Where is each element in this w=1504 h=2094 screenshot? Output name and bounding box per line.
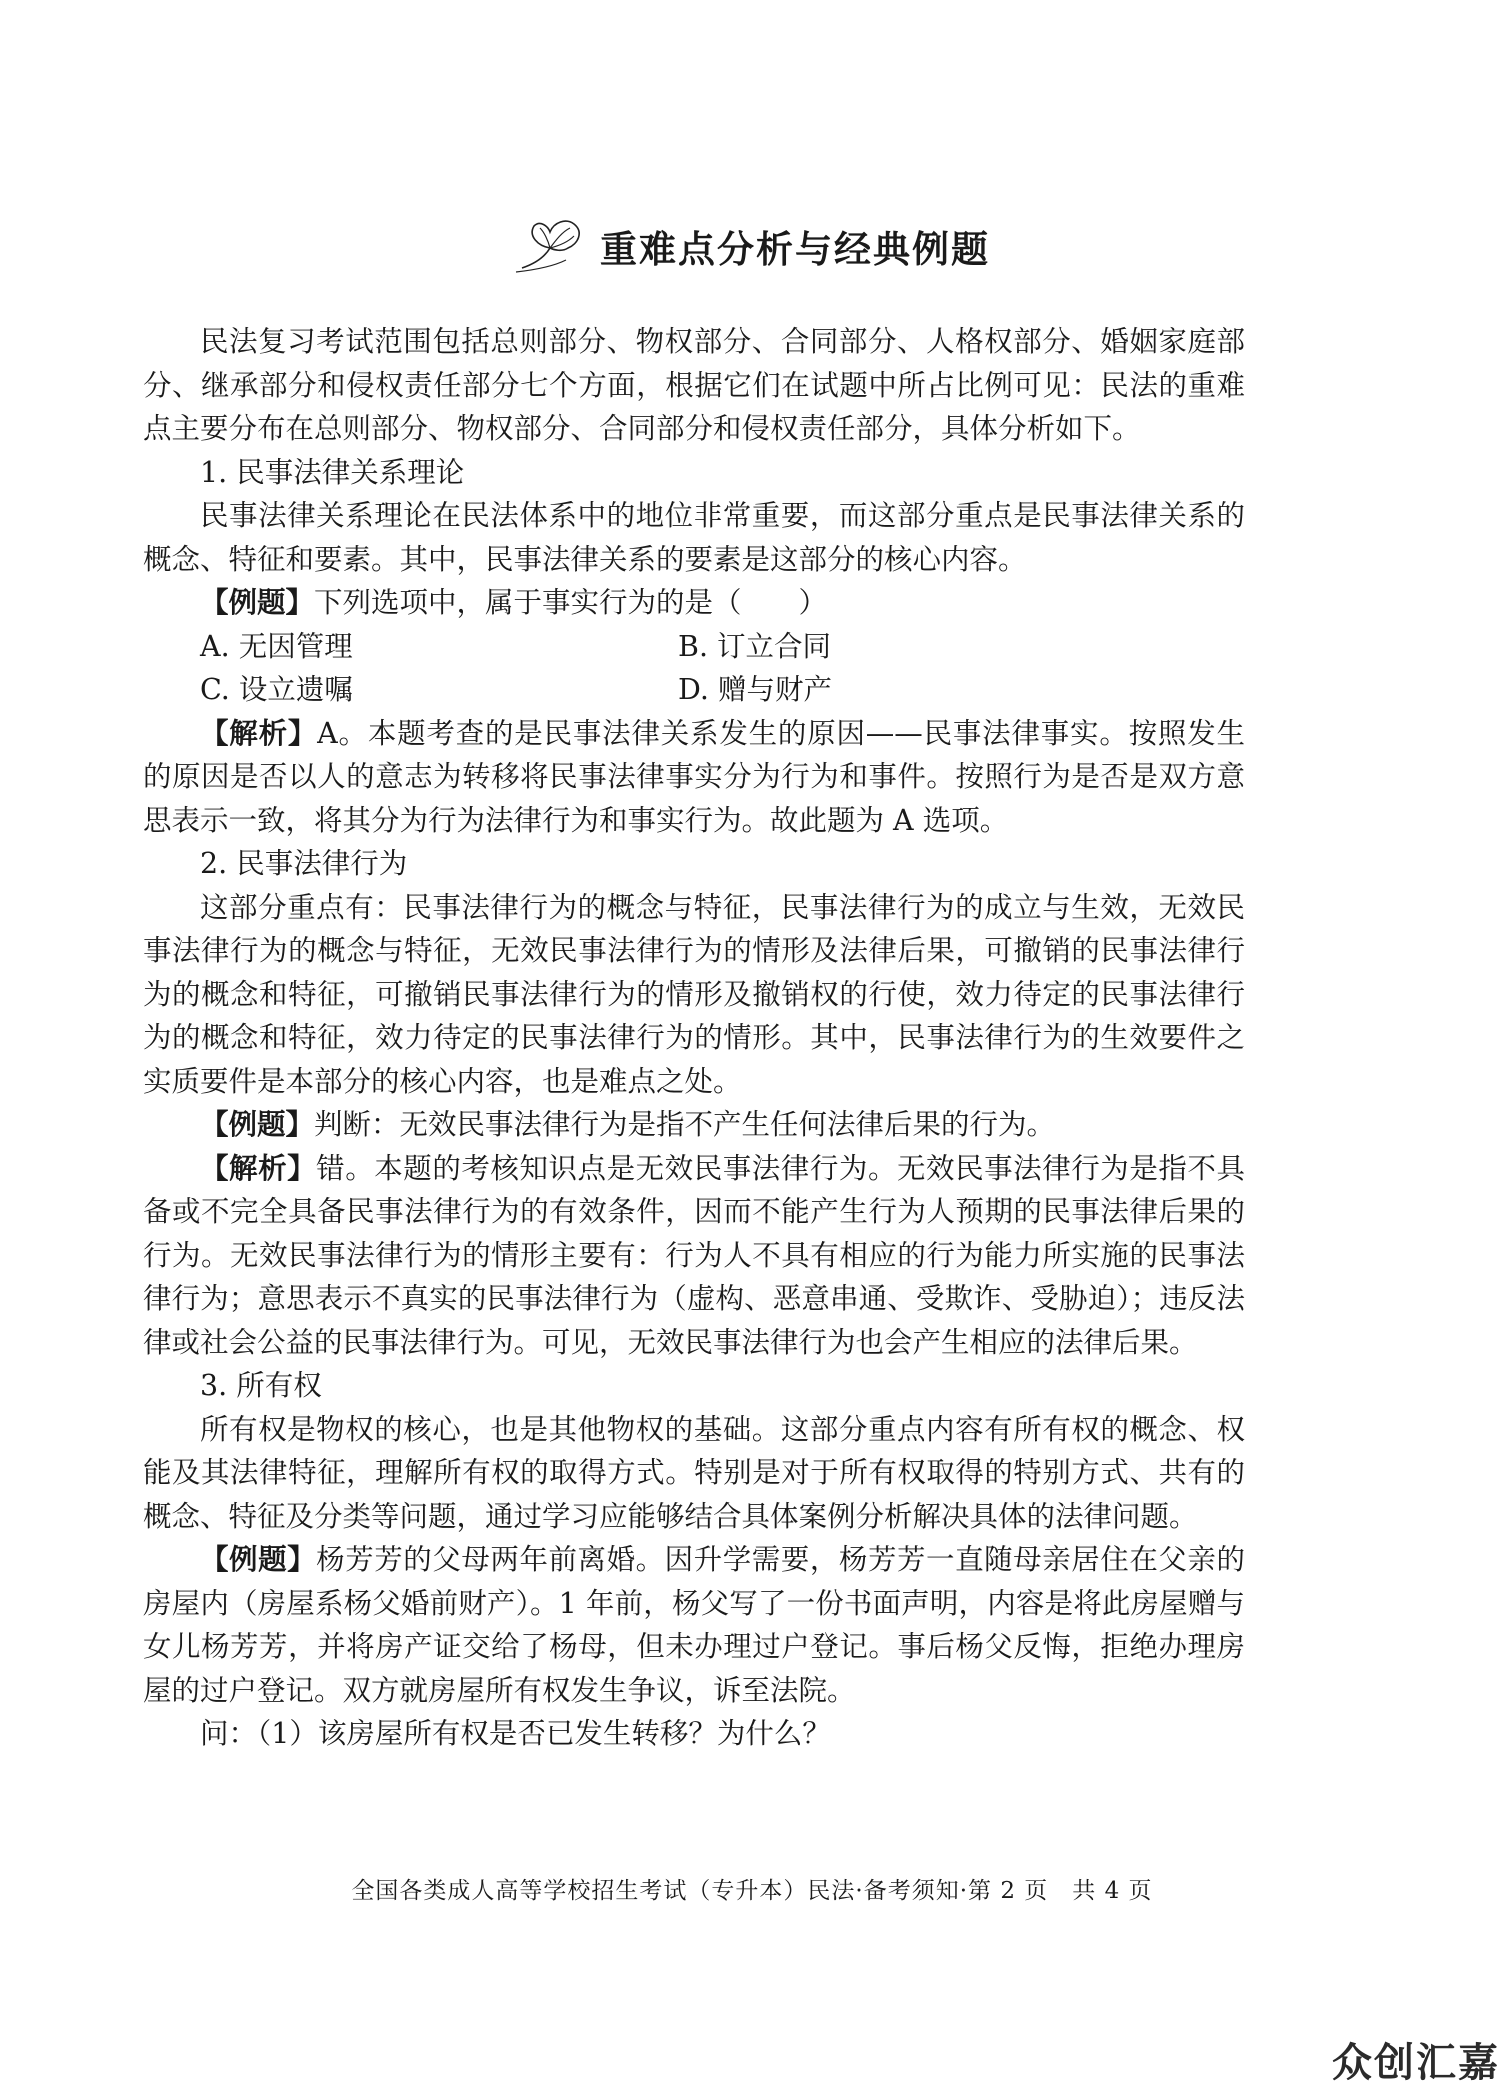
section-2-example — [143, 1103, 1245, 1147]
section-1-analysis — [143, 712, 1245, 843]
ginkgo-leaf-icon — [514, 218, 588, 274]
section-3-question: 问：（1）该房屋所有权是否已发生转移？为什么？ — [200, 1717, 831, 1750]
section-3-heading: 3. 所有权 — [200, 1369, 322, 1402]
page-footer: 全国各类成人高等学校招生考试（专升本）民法·备考须知·第 2 页 共 4 页 — [351, 1878, 1153, 1904]
intro-paragraph: 民法复习考试范围包括总则部分、物权部分、合同部分、人格权部分、婚姻家庭部分、继承部分和侵权责任部分七个方面，根据它们在试题中所占比例可见：民法的重难点主要分布在总则部分、物权部分、合同部分和侵权责任部分，具体分析如下。 — [143, 325, 1245, 445]
section-2-analysis — [143, 1147, 1245, 1365]
example-tag: 【例题】 — [200, 586, 315, 619]
watermark-logo: 众创汇嘉 — [1332, 2040, 1500, 2086]
example-tag: 【例题】 — [200, 1543, 317, 1576]
main-content — [143, 320, 1245, 1756]
analysis-text: A。本题考查的是民事法律关系发生的原因——民事法律事实。按照发生的原因是否以人的意志为转移将民事法律事实分为行为和事件。按照行为是否是双方意思表示一致，将其分为行为法律行为和事实行为。故此题为 A 选项。 — [143, 716, 1245, 837]
section-1-heading: 1. 民事法律关系理论 — [200, 455, 465, 489]
section-title — [0, 218, 1504, 274]
section-1-body: 民事法律关系理论在民法体系中的地位非常重要，而这部分重点是民事法律关系的概念、特征和要素。其中，民事法律关系的要素是这部分的核心内容。 — [143, 499, 1245, 576]
analysis-text: 错。本题的考核知识点是无效民事法律行为。无效民事法律行为是指不具备或不完全具备民事法律行为的有效条件，因而不能产生行为人预期的民事法律后果的行为。无效民事法律行为的情形主要有：行为人不具有相应的行为能力所实施的民事法律行为；意思表示不真实的民事法律行为（虚构、恶意串通、受欺诈、受胁迫）；违反法律或社会公益的民事法律行为。可见，无效民事法律行为也会产生相应的法律后果。 — [143, 1151, 1245, 1359]
section-3-body: 所有权是物权的核心，也是其他物权的基础。这部分重点内容有所有权的概念、权能及其法律特征，理解所有权的取得方式。特别是对于所有权取得的特别方式、共有的概念、特征及分类等问题，通过学习应能够结合具体案例分析解决具体的法律问题。 — [143, 1412, 1245, 1533]
options-row-1 — [143, 625, 1245, 669]
option-a: A. 无因管理 — [200, 629, 353, 663]
page-title: 重难点分析与经典例题 — [600, 228, 990, 271]
analysis-tag: 【解析】 — [200, 1151, 317, 1185]
option-c: C. 设立遗嘱 — [200, 673, 353, 706]
example-text: 下列选项中，属于事实行为的是（ ） — [314, 586, 828, 619]
example-text: 杨芳芳的父母两年前离婚。因升学需要，杨芳芳一直随母亲居住在父亲的房屋内（房屋系杨父婚前财产）。1 年前，杨父写了一份书面声明，内容是将此房屋赠与女儿杨芳芳，并将房产证交给了杨母，但未办理过户登记。事后杨父反悔，拒绝办理房屋的过户登记。双方就房屋所有权发生争议，诉至法院。 — [143, 1543, 1245, 1707]
analysis-tag: 【解析】 — [200, 716, 318, 750]
section-3-example — [143, 1538, 1245, 1712]
section-2-body: 这部分重点有：民事法律行为的概念与特征，民事法律行为的成立与生效，无效民事法律行为的概念与特征，无效民事法律行为的情形及法律后果，可撤销的民事法律行为的概念和特征，可撤销民事法律行为的情形及撤销权的行使，效力待定的民事法律行为的概念和特征，效力待定的民事法律行为的情形。其中，民事法律行为的生效要件之实质要件是本部分的核心内容，也是难点之处。 — [143, 890, 1245, 1098]
example-tag: 【例题】 — [200, 1108, 315, 1141]
section-1-example — [143, 581, 1245, 625]
example-text: 判断：无效民事法律行为是指不产生任何法律后果的行为。 — [314, 1108, 1056, 1141]
options-row-2 — [143, 668, 1245, 712]
option-d: D. 赠与财产 — [678, 673, 832, 706]
option-b: B. 订立合同 — [678, 629, 832, 663]
section-2-heading: 2. 民事法律行为 — [200, 847, 408, 880]
